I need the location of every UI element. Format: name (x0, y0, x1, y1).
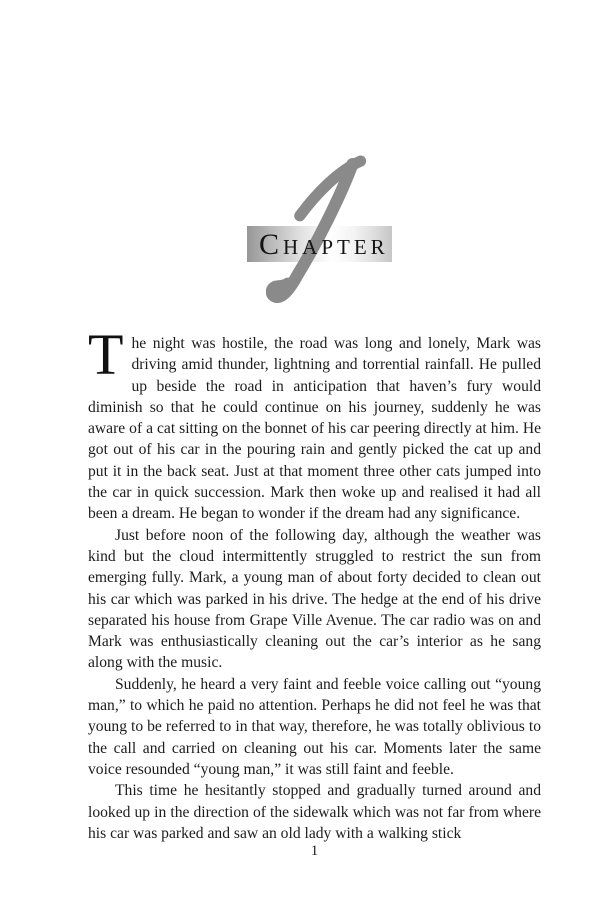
chapter-body-text (88, 322, 541, 844)
page-number: 1 (310, 843, 319, 859)
paragraph-1-text: he night was hostile, the road was long and lonely, Mark was driving amid thunder, lightning and torrential rainfall. He pulled up beside the road in anticipation that haven’s fury would diminish so that he could continue on his journey, suddenly he was aware of a cat sitting on the bonnet of his car peering directly at him. He got out of his car in the pouring rain and gently picked the cat up and put it in the back seat. Just at that moment three other cats jumped into the car in quick succession. Mark then woke up and realised it had all been a dream. He began to wonder if the dream had any significance. (88, 335, 541, 523)
chapter-heading (0, 0, 602, 330)
chapter-label: Chapter (259, 228, 389, 261)
paragraph-2: Just before noon of the following day, although the weather was kind but the cloud intermittently struggled to restrict the sun from emerging fully. Mark, a young man of about forty decided to clean out his car which was parked in his drive. The hedge at the end of his drive separated his house from Grape Ville Avenue. The car radio was on and Mark was enthusiastically cleaning out the car’s interior as he sang along with the music. (88, 526, 541, 672)
paragraph-1 (88, 322, 541, 525)
drop-cap: T (88, 322, 124, 387)
paragraph-3: Suddenly, he heard a very faint and feeble voice calling out “young man,” to which he paid no attention. Perhaps he did not feel he was that young to be referred to in that way, therefore, he was totally oblivious to the call and carried on cleaning out his car. Moments later the same voice resounded “young man,” it was still faint and feeble. (88, 675, 541, 778)
paragraph-4: This time he hesitantly stopped and gradually turned around and looked up in the direction of the sidewalk which was not far from where his car was parked and saw an old lady with a walking stick (88, 782, 541, 842)
